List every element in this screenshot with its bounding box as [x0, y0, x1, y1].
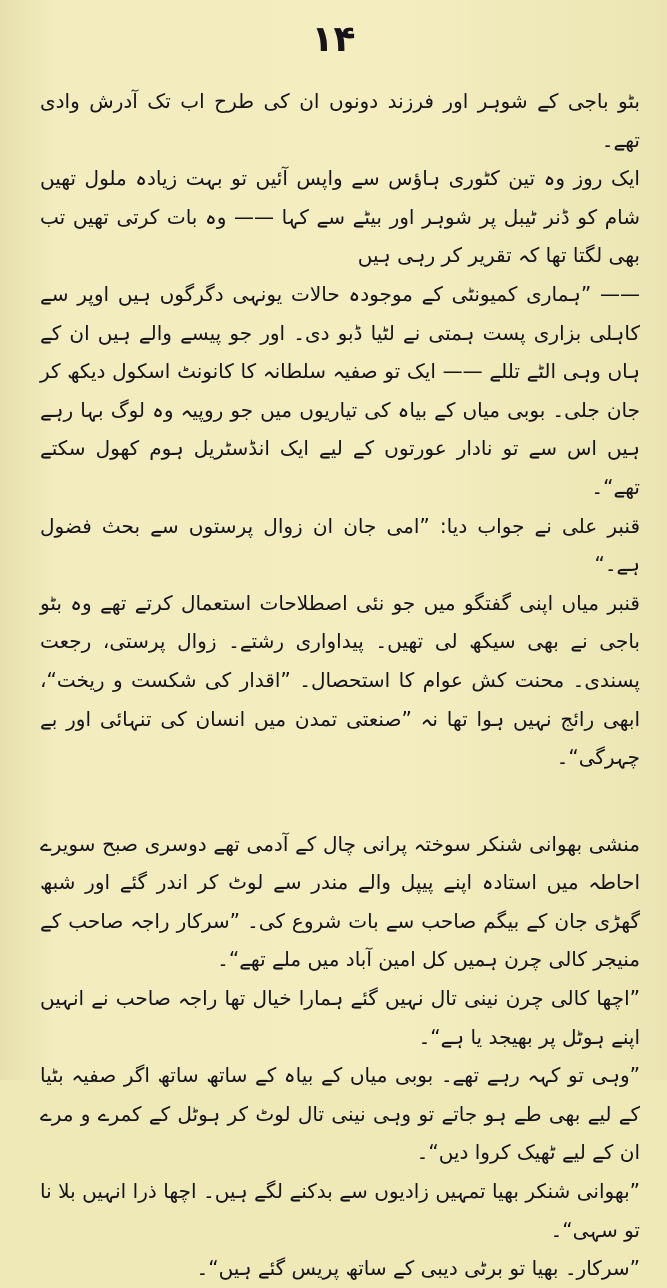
paragraph-8: ”وہی تو کہہ رہے تھے۔ بوبی میاں کے بیاہ کے ساتھ ساتھ اگر صفیہ بٹیا کے لیے بھی طے ہو جاتے تو وہی نینی تال لوٹ کر ہوٹل کے کمرے و مرے ان کے لیے ٹھیک کروا دیں“۔	[40, 1063, 640, 1165]
paragraph-1: بٹو باجی کے شوہر اور فرزند دونوں ان کی طرح اب تک آدرش وادی تھے۔	[40, 89, 640, 152]
paragraph-6: منشی بھوانی شنکر سوختہ پرانی چال کے آدمی تھے دوسری صبح سویرے احاطہ میں استادہ اپنے پیپل والے مندر سے لوٹ کر اندر گئے اور شبھ گھڑی جان کے بیگم صاحب سے بات شروع کی۔ ”سرکار راجہ صاحب کے منیجر کالی چرن ہمیں کل امین آباد میں ملے تھے“۔	[40, 831, 640, 972]
paragraph-4: قنبر علی نے جواب دیا: ”امی جان ان زوال پرستوں سے بحث فضول ہے۔“	[40, 513, 640, 577]
page-body	[40, 82, 640, 1288]
paragraph-10: ”سرکار۔ بھیا تو برٹی دیبی کے ساتھ پریس گئے ہیں“۔	[196, 1256, 640, 1281]
paragraph-9: ”بھوانی شنکر بھیا تمہیں زادیوں سے بدکنے لگے ہیں۔ اچھا ذرا انہیں بلا نا تو سہی“۔	[40, 1179, 640, 1242]
page-number: ۱۴	[311, 19, 356, 60]
paragraph-7: ”اچھا کالی چرن نینی تال نہیں گئے ہمارا خیال تھا راجہ صاحب نے انہیں اپنے ہوٹل پر بھیجد یا ہے“۔	[40, 986, 640, 1049]
paragraph-5: قنبر میاں اپنی گفتگو میں جو نئی اصطلاحات استعمال کرتے تھے وہ بٹو باجی نے بھی سیکھ لی تھیں۔ پیداواری رشتے۔ زوال پرستی، رجعت پسندی۔ محنت کش عوام کا استحصال۔ ”اقدار کی شکست و ریخت“، ابھی رائج نہیں ہوا تھا نہ ”صنعتی تمدن میں انسان کی تنہائی اور بے چہرگی“۔	[40, 590, 640, 770]
paragraph-3: —— ”ہماری کمیونٹی کے موجودہ حالات یونہی دگرگوں ہیں اوپر سے کاہلی بزاری پست ہمتی نے لٹیا ڈبو دی۔ اور جو پیسے والے ہیں ان کے ہاں وہی الٹے تللے —— ایک تو صفیہ سلطانہ کا کانونٹ اسکول دیکھ کر جان جلی۔ بوبی میاں کے بیاہ کی تیاریوں میں جو روپیہ وہ لوگ بہا رہے ہیں اس سے تو نادار عورتوں کے لیے ایک انڈسٹریل ہوم کھول سکتے تھے“۔	[40, 281, 640, 499]
paragraph-2: ایک روز وہ تین کٹوری ہاؤس سے واپس آئیں تو بہت زیادہ ملول تھیں شام کو ڈنر ٹیبل پر شوہر اور بیٹے سے کہا —— وہ بات کرتی تھیں تب بھی لگتا تھا کہ تقریر کر رہی ہیں	[40, 166, 640, 268]
